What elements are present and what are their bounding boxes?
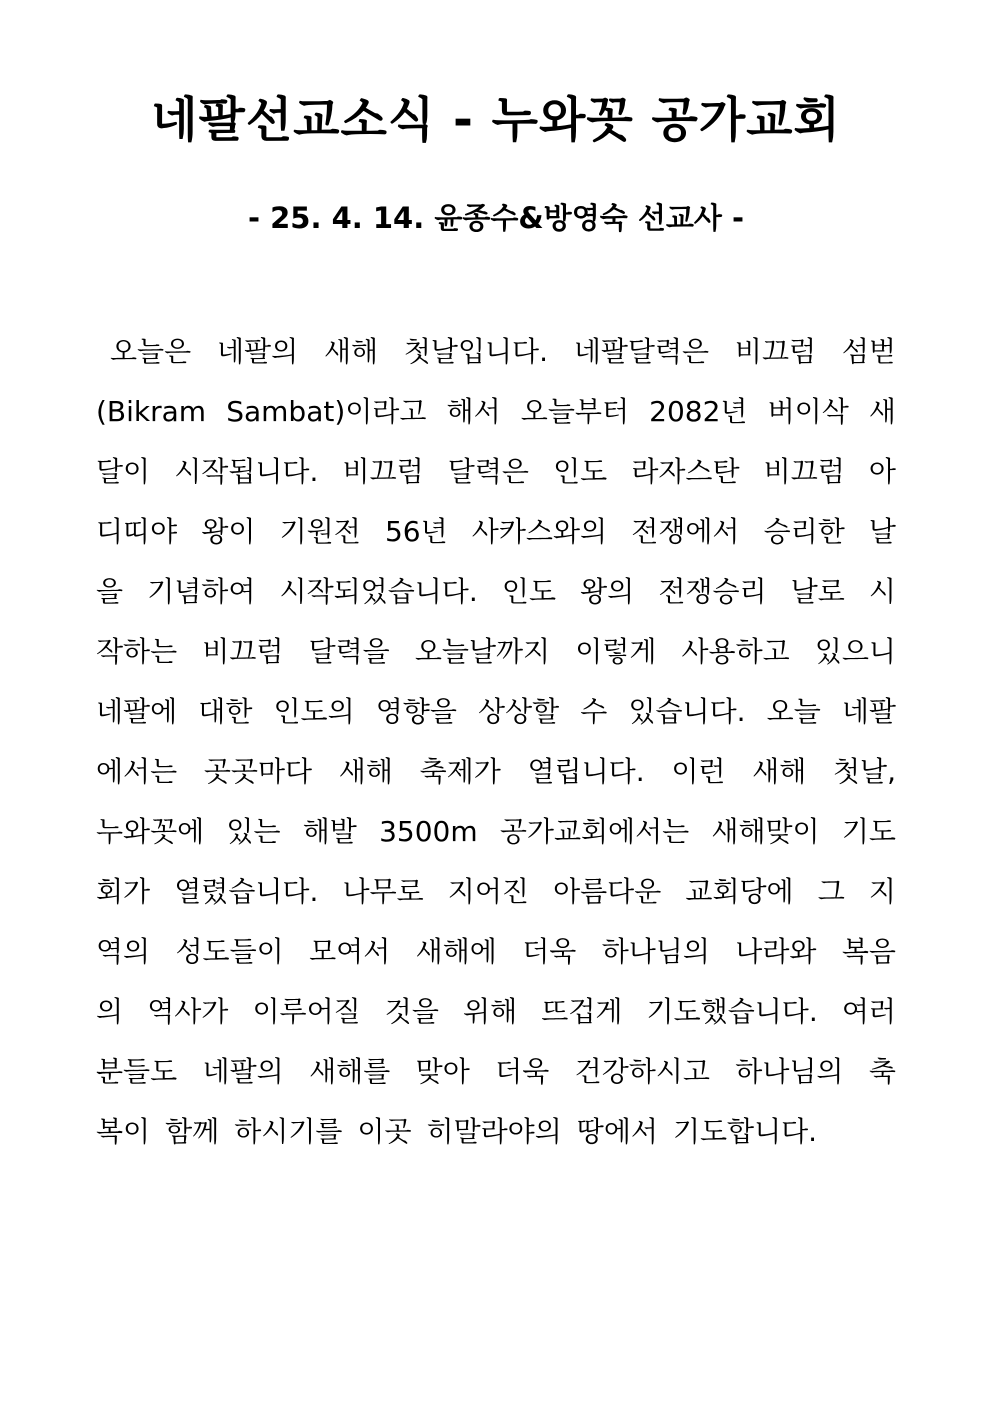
word: 하시기를	[234, 1115, 343, 1148]
word: 새해맞이	[711, 815, 820, 848]
body-line	[96, 328, 896, 388]
word: 하나님의	[735, 1055, 844, 1088]
word: 복이	[96, 1115, 151, 1148]
word: 기원전	[279, 515, 361, 548]
word: 교회당에	[685, 875, 794, 908]
word: 위해	[463, 995, 518, 1028]
word: 아	[868, 455, 896, 488]
word: 달력은	[447, 455, 529, 488]
word: 시작됩니다.	[174, 455, 319, 488]
body-line	[96, 568, 896, 628]
word: 라자스탄	[631, 455, 740, 488]
word: 전쟁승리	[658, 575, 767, 608]
body-line	[96, 808, 896, 868]
word: 인도의	[273, 695, 355, 728]
word: 인도	[501, 575, 556, 608]
word: 땅에서	[576, 1115, 658, 1148]
word: 함께	[165, 1115, 220, 1148]
word: 새해	[338, 755, 393, 788]
word: 열렸습니다.	[174, 875, 319, 908]
word: 기도합니다.	[672, 1115, 818, 1148]
word: 오늘부터	[520, 395, 629, 428]
word: 역의	[96, 935, 151, 968]
word: 나무로	[342, 875, 424, 908]
word: 이곳	[357, 1115, 412, 1148]
word: 네팔	[841, 695, 896, 728]
word: 아름다운	[553, 875, 662, 908]
word: 비끄럼	[342, 455, 424, 488]
word: 네팔의	[216, 335, 299, 368]
word: 이런	[671, 755, 726, 788]
body-line	[96, 628, 896, 688]
word: 모여서	[309, 935, 391, 968]
word: 복음	[841, 935, 896, 968]
word: 이렇게	[575, 635, 657, 668]
word: 새	[868, 395, 896, 428]
word: 지어진	[447, 875, 529, 908]
word: 기도했습니다.	[646, 995, 818, 1028]
body-line	[96, 868, 896, 928]
word: 공가교회에서는	[499, 815, 690, 848]
body-line	[96, 928, 896, 988]
word: 섬벋	[841, 335, 896, 368]
word: 나라와	[735, 935, 817, 968]
word: 있습니다.	[628, 695, 746, 728]
word: 을	[96, 575, 124, 608]
word: 오늘날까지	[414, 635, 551, 668]
word: 열립니다.	[527, 755, 645, 788]
word: 달력을	[308, 635, 390, 668]
word: 곳곳마다	[203, 755, 313, 788]
word: 왕이	[201, 515, 256, 548]
word: 것을	[384, 995, 439, 1028]
body-line	[96, 1108, 896, 1168]
word: 지	[868, 875, 896, 908]
word: 작하는	[96, 635, 178, 668]
word: 더욱	[495, 1055, 550, 1088]
word: Sambat)이라고	[226, 395, 427, 428]
word: 비끄럼	[763, 455, 845, 488]
word: 있으니	[814, 635, 896, 668]
word: 시	[868, 575, 896, 608]
word: 더욱	[522, 935, 577, 968]
body-line	[96, 688, 896, 748]
word: 상상할	[478, 695, 560, 728]
word: 누와꼿에	[96, 815, 205, 848]
body-line	[96, 748, 896, 808]
word: 해발	[302, 815, 357, 848]
word: 새해를	[309, 1055, 391, 1088]
word: 네팔에	[96, 695, 178, 728]
word: (Bikram	[96, 395, 207, 428]
word: 역사가	[147, 995, 229, 1028]
word: 왕의	[580, 575, 635, 608]
word: 56년	[384, 515, 448, 548]
word: 오늘은	[110, 335, 192, 368]
word: 시작되었습니다.	[279, 575, 478, 608]
word: 이루어질	[252, 995, 361, 1028]
word: 네팔의	[202, 1055, 284, 1088]
word: 건강하시고	[574, 1055, 710, 1088]
word: 기념하여	[147, 575, 256, 608]
word: 해서	[446, 395, 501, 428]
word: 새해	[752, 755, 807, 788]
word: 축제가	[419, 755, 501, 788]
word: 2082년	[649, 395, 748, 428]
word: 전쟁에서	[631, 515, 740, 548]
word: 날	[868, 515, 896, 548]
word: 회가	[96, 875, 151, 908]
word: 맞아	[415, 1055, 470, 1088]
word: 있는	[226, 815, 281, 848]
word: 에서는	[96, 755, 178, 788]
word: 달이	[96, 455, 151, 488]
page-subtitle: - 25. 4. 14. 윤종수&방영숙 선교사 -	[247, 201, 744, 235]
word: 버이삭	[767, 395, 849, 428]
word: 3500m	[379, 815, 478, 848]
body-text	[96, 328, 896, 1168]
word: 수	[580, 695, 608, 728]
body-line	[96, 388, 896, 448]
word: 히말라야의	[426, 1115, 562, 1148]
word: 디띠야	[96, 515, 178, 548]
word: 새해에	[415, 935, 497, 968]
word: 하나님의	[601, 935, 710, 968]
word: 기도	[841, 815, 896, 848]
word: 네팔달력은	[573, 335, 710, 368]
body-line	[96, 988, 896, 1048]
word: 성도들이	[175, 935, 284, 968]
word: 비끄럼	[202, 635, 284, 668]
word: 그	[817, 875, 845, 908]
word: 비끄럼	[734, 335, 817, 368]
word: 날로	[790, 575, 845, 608]
word: 첫날,	[832, 755, 896, 788]
word: 오늘	[766, 695, 821, 728]
word: 인도	[553, 455, 608, 488]
body-line	[96, 448, 896, 508]
page-title: 네팔선교소식 - 누와꼿 공가교회	[151, 92, 841, 148]
word: 축	[868, 1055, 896, 1088]
word: 대한	[198, 695, 253, 728]
word: 사용하고	[681, 635, 790, 668]
word: 여러	[841, 995, 896, 1028]
word: 뜨겁게	[541, 995, 623, 1028]
word: 의	[96, 995, 124, 1028]
word: 새해	[323, 335, 379, 368]
body-line	[96, 1048, 896, 1108]
word: 첫날입니다.	[403, 335, 549, 368]
body-line	[96, 508, 896, 568]
word: 분들도	[96, 1055, 178, 1088]
word: 사카스와의	[471, 515, 608, 548]
word: 영향을	[375, 695, 457, 728]
word: 승리한	[763, 515, 845, 548]
